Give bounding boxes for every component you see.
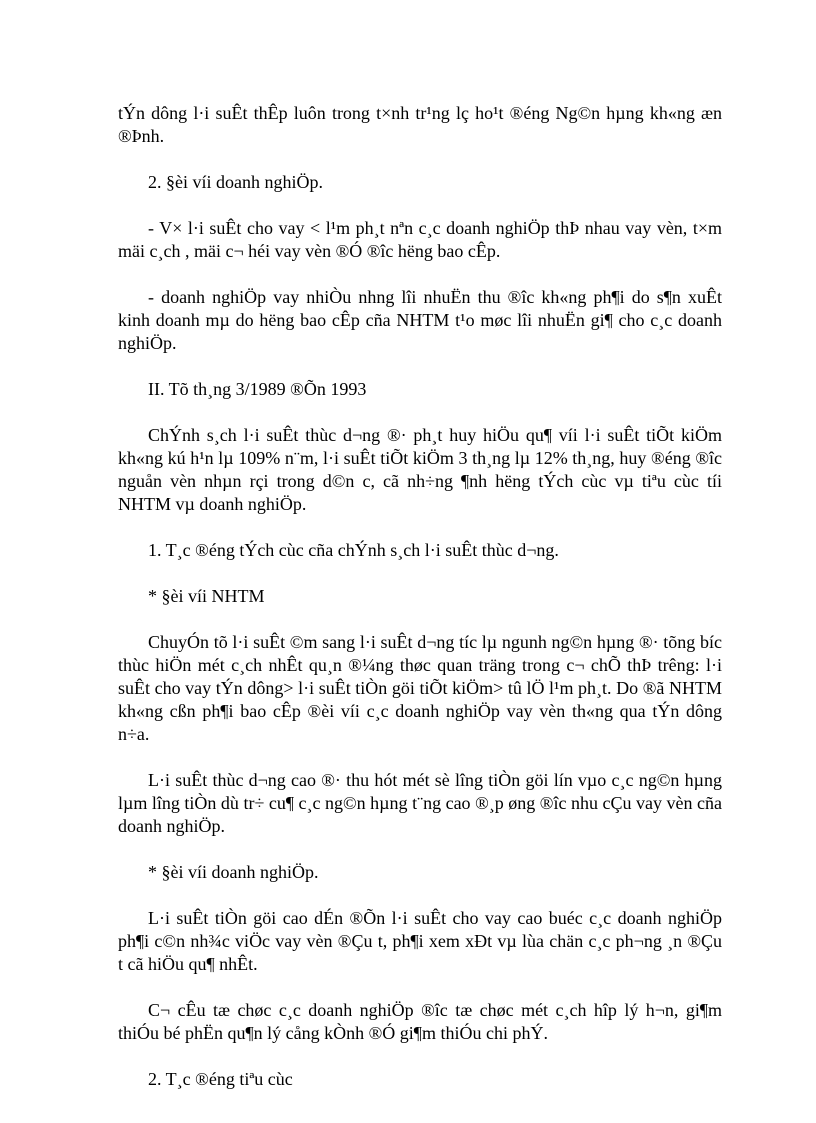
paragraph: ChÝnh s¸ch l·i suÊt thùc d¬ng ®· ph¸t huy hiÖu qu¶ víi l·i suÊt tiÕt kiÖm kh«ng kú h¹n lµ 109% n¨m, l·i suÊt tiÕt kiÖm 3 th¸ng lµ 12% th¸ng, huy ®éng ®îc nguån vèn nhµn rçi trong d©n c, cã nh÷ng ¶nh hëng tÝch cùc vµ tiªu cùc tíi NHTM vµ doanh nghiÖp. bbox=[118, 425, 722, 514]
paragraph: - V× l·i suÊt cho vay < l¹m ph¸t nªn c¸c doanh nghiÖp thÞ nhau vay vèn, t×m mäi c¸ch , mäi c¬ héi vay vèn ®Ó ®îc hëng bao cÊp. bbox=[118, 218, 722, 261]
heading-tac-dong-tich-cuc: 1. T¸c ®éng tÝch cùc cña chÝnh s¸ch l·i suÊt thùc d¬ng. bbox=[148, 540, 559, 560]
heading-doanh-nghiep-2: * §èi víi doanh nghiÖp. bbox=[148, 862, 319, 882]
paragraph: L·i suÊt tiÒn göi cao dÉn ®Õn l·i suÊt cho vay cao buéc c¸c doanh nghiÖp ph¶i c©n nh¾c viÖc vay vèn ®Çu t, ph¶i xem xÐt vµ lùa chän c¸c ph¬ng ¸n ®Çu t cã hiÖu qu¶ nhÊt. bbox=[118, 908, 722, 974]
section-heading-ii: II. Tõ th¸ng 3/1989 ®Õn 1993 bbox=[148, 379, 367, 399]
paragraph: C¬ cÊu tæ chøc c¸c doanh nghiÖp ®îc tæ chøc mét c¸ch hîp lý h¬n, gi¶m thiÓu bé phËn qu¶n lý cång kÒnh ®Ó gi¶m thiÓu chi phÝ. bbox=[118, 1000, 722, 1043]
document-page bbox=[118, 102, 722, 1114]
paragraph-continuation: tÝn dông l·i suÊt thÊp luôn trong t×nh tr¹ng lç ho¹t ®éng Ng©n hµng kh«ng æn ®Þnh. bbox=[118, 103, 722, 146]
heading-tac-dong-tieu-cuc: 2. T¸c ®éng tiªu cùc bbox=[148, 1069, 293, 1089]
heading-doanh-nghiep: 2. §èi víi doanh nghiÖp. bbox=[148, 172, 323, 192]
paragraph: - doanh nghiÖp vay nhiÒu nhng lîi nhuËn thu ®îc kh«ng ph¶i do s¶n xuÊt kinh doanh mµ do hëng bao cÊp cña NHTM t¹o møc lîi nhuËn gi¶ cho c¸c doanh nghiÖp. bbox=[118, 287, 722, 353]
heading-nhtm: * §èi víi NHTM bbox=[148, 586, 265, 606]
paragraph: ChuyÓn tõ l·i suÊt ©m sang l·i suÊt d¬ng tíc lµ ngunh ng©n hµng ®· tõng bíc thùc hiÖn mét c¸ch nhÊt qu¸n ®¼ng thøc quan träng trong c¬ chÕ thÞ trêng: l·i suÊt cho vay tÝn dông> l·i suÊt tiÒn göi tiÕt kiÖm> tû lÖ l¹m ph¸t. Do ®ã NHTM kh«ng cßn ph¶i bao cÊp ®èi víi c¸c doanh nghiÖp vay vèn th«ng qua tÝn dông n÷a. bbox=[118, 632, 722, 744]
paragraph: L·i suÊt thùc d¬ng cao ®· thu hót mét sè lîng tiÒn göi lín vµo c¸c ng©n hµng lµm lîng tiÒn dù tr÷ cu¶ c¸c ng©n hµng t¨ng cao ®¸p øng ®îc nhu cÇu vay vèn cña doanh nghiÖp. bbox=[118, 770, 722, 836]
